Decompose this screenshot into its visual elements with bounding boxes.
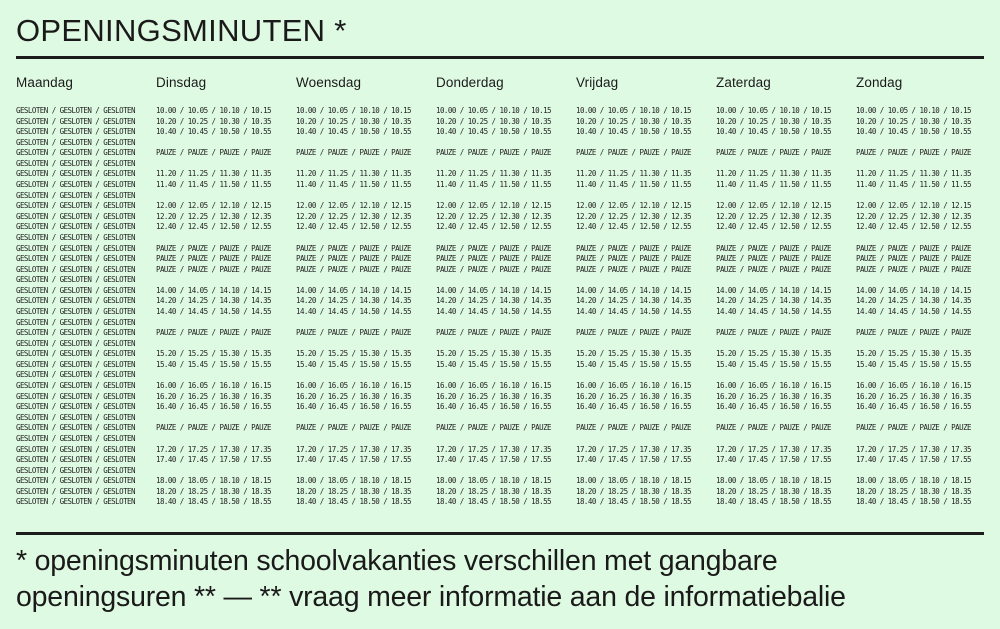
empty-row [436, 434, 576, 445]
time-row: 18.00 / 18.05 / 18.10 / 18.15 [576, 476, 691, 486]
empty-row [296, 413, 436, 424]
time-row: 15.40 / 15.45 / 15.50 / 15.55 [436, 359, 551, 369]
empty-row [296, 370, 436, 381]
time-row: 12.20 / 12.25 / 12.30 / 12.35 [156, 211, 271, 221]
empty-row [716, 466, 856, 477]
time-row: 17.20 / 17.25 / 17.30 / 17.35 [856, 444, 971, 454]
empty-row [716, 413, 856, 424]
time-row: 18.00 / 18.05 / 18.10 / 18.15 [716, 476, 831, 486]
time-row: 14.00 / 14.05 / 14.10 / 14.15 [716, 285, 831, 295]
time-row: 16.20 / 16.25 / 16.30 / 16.35 [296, 391, 411, 401]
empty-row [436, 413, 576, 424]
day-header-vrijdag: Vrijdag [576, 75, 619, 90]
closed-row: GESLOTEN / GESLOTEN / GESLOTEN [16, 254, 135, 264]
empty-row [436, 275, 576, 286]
time-row: 11.20 / 11.25 / 11.30 / 11.35 [856, 169, 971, 179]
time-row: 15.20 / 15.25 / 15.30 / 15.35 [716, 349, 831, 359]
time-row: 16.40 / 16.45 / 16.50 / 16.55 [716, 402, 831, 412]
footnote-line-1: * openingsminuten schoolvakanties verschillen met gangbare [16, 544, 778, 577]
pause-row: PAUZE / PAUZE / PAUZE / PAUZE [296, 243, 411, 253]
empty-row [576, 434, 716, 445]
time-row: 11.20 / 11.25 / 11.30 / 11.35 [156, 169, 271, 179]
time-row: 14.00 / 14.05 / 14.10 / 14.15 [576, 285, 691, 295]
empty-row [576, 233, 716, 244]
time-row: 10.40 / 10.45 / 10.50 / 10.55 [436, 127, 551, 137]
pause-row: PAUZE / PAUZE / PAUZE / PAUZE [716, 264, 831, 274]
time-row: 15.20 / 15.25 / 15.30 / 15.35 [156, 349, 271, 359]
time-row: 10.00 / 10.05 / 10.10 / 10.15 [716, 106, 831, 115]
empty-row [856, 318, 996, 329]
time-row: 18.40 / 18.45 / 18.50 / 18.55 [856, 497, 971, 507]
time-row: 10.00 / 10.05 / 10.10 / 10.15 [156, 106, 271, 115]
empty-row [576, 318, 716, 329]
time-row: 11.40 / 11.45 / 11.50 / 11.55 [296, 180, 411, 190]
time-row: 10.20 / 10.25 / 10.30 / 10.35 [296, 116, 411, 126]
time-row: 18.20 / 18.25 / 18.30 / 18.35 [716, 486, 831, 496]
closed-row: GESLOTEN / GESLOTEN / GESLOTEN [16, 106, 135, 115]
empty-row [576, 138, 716, 149]
time-row: 12.00 / 12.05 / 12.10 / 12.15 [156, 201, 271, 211]
pause-row: PAUZE / PAUZE / PAUZE / PAUZE [156, 243, 271, 253]
closed-row: GESLOTEN / GESLOTEN / GESLOTEN [16, 497, 135, 507]
time-row: 17.20 / 17.25 / 17.30 / 17.35 [716, 444, 831, 454]
time-row: 14.20 / 14.25 / 14.30 / 14.35 [296, 296, 411, 306]
time-row: 14.40 / 14.45 / 14.50 / 14.55 [156, 306, 271, 316]
time-row: 18.20 / 18.25 / 18.30 / 18.35 [156, 486, 271, 496]
time-row: 11.20 / 11.25 / 11.30 / 11.35 [576, 169, 691, 179]
pause-row: PAUZE / PAUZE / PAUZE / PAUZE [576, 243, 691, 253]
empty-row [296, 138, 436, 149]
closed-row: GESLOTEN / GESLOTEN / GESLOTEN [16, 444, 135, 454]
closed-row: GESLOTEN / GESLOTEN / GESLOTEN [16, 370, 135, 380]
time-row: 18.20 / 18.25 / 18.30 / 18.35 [576, 486, 691, 496]
time-row: 10.40 / 10.45 / 10.50 / 10.55 [856, 127, 971, 137]
pause-row: PAUZE / PAUZE / PAUZE / PAUZE [156, 254, 271, 264]
time-row: 11.40 / 11.45 / 11.50 / 11.55 [156, 180, 271, 190]
time-row: 12.40 / 12.45 / 12.50 / 12.55 [296, 222, 411, 232]
empty-row [436, 318, 576, 329]
closed-row: GESLOTEN / GESLOTEN / GESLOTEN [16, 201, 135, 211]
time-row: 16.20 / 16.25 / 16.30 / 16.35 [716, 391, 831, 401]
empty-row [716, 138, 856, 149]
pause-row: PAUZE / PAUZE / PAUZE / PAUZE [716, 254, 831, 264]
day-header-woensdag: Woensdag [296, 75, 362, 90]
time-row: 18.40 / 18.45 / 18.50 / 18.55 [436, 497, 551, 507]
time-row: 17.40 / 17.45 / 17.50 / 17.55 [716, 455, 831, 465]
empty-row [576, 159, 716, 170]
pause-row: PAUZE / PAUZE / PAUZE / PAUZE [576, 328, 691, 338]
time-row: 14.20 / 14.25 / 14.30 / 14.35 [716, 296, 831, 306]
time-row: 12.00 / 12.05 / 12.10 / 12.15 [436, 201, 551, 211]
time-row: 15.20 / 15.25 / 15.30 / 15.35 [436, 349, 551, 359]
empty-row [436, 138, 576, 149]
pause-row: PAUZE / PAUZE / PAUZE / PAUZE [856, 243, 971, 253]
closed-row: GESLOTEN / GESLOTEN / GESLOTEN [16, 296, 135, 306]
day-header-donderdag: Donderdag [436, 75, 504, 90]
closed-row: GESLOTEN / GESLOTEN / GESLOTEN [16, 116, 135, 126]
time-row: 12.00 / 12.05 / 12.10 / 12.15 [576, 201, 691, 211]
time-row: 16.40 / 16.45 / 16.50 / 16.55 [436, 402, 551, 412]
time-row: 18.20 / 18.25 / 18.30 / 18.35 [436, 486, 551, 496]
empty-row [576, 275, 716, 286]
empty-row [856, 275, 996, 286]
closed-row: GESLOTEN / GESLOTEN / GESLOTEN [16, 190, 135, 200]
time-row: 18.00 / 18.05 / 18.10 / 18.15 [436, 476, 551, 486]
empty-row [716, 191, 856, 202]
empty-row [856, 159, 996, 170]
empty-row [856, 434, 996, 445]
empty-row [296, 159, 436, 170]
time-row: 15.40 / 15.45 / 15.50 / 15.55 [156, 359, 271, 369]
time-row: 12.20 / 12.25 / 12.30 / 12.35 [716, 211, 831, 221]
empty-row [436, 233, 576, 244]
time-row: 12.40 / 12.45 / 12.50 / 12.55 [156, 222, 271, 232]
time-row: 10.40 / 10.45 / 10.50 / 10.55 [156, 127, 271, 137]
time-row: 11.20 / 11.25 / 11.30 / 11.35 [296, 169, 411, 179]
empty-row [576, 339, 716, 350]
time-row: 10.20 / 10.25 / 10.30 / 10.35 [156, 116, 271, 126]
empty-row [436, 370, 576, 381]
closed-row: GESLOTEN / GESLOTEN / GESLOTEN [16, 391, 135, 401]
pause-row: PAUZE / PAUZE / PAUZE / PAUZE [716, 423, 831, 433]
pause-row: PAUZE / PAUZE / PAUZE / PAUZE [716, 148, 831, 158]
time-row: 14.00 / 14.05 / 14.10 / 14.15 [296, 285, 411, 295]
time-row: 14.00 / 14.05 / 14.10 / 14.15 [156, 285, 271, 295]
time-row: 16.00 / 16.05 / 16.10 / 16.15 [436, 381, 551, 391]
time-row: 15.40 / 15.45 / 15.50 / 15.55 [716, 359, 831, 369]
time-row: 15.20 / 15.25 / 15.30 / 15.35 [856, 349, 971, 359]
pause-row: PAUZE / PAUZE / PAUZE / PAUZE [436, 328, 551, 338]
pause-row: PAUZE / PAUZE / PAUZE / PAUZE [576, 264, 691, 274]
time-row: 11.40 / 11.45 / 11.50 / 11.55 [436, 180, 551, 190]
time-row: 12.40 / 12.45 / 12.50 / 12.55 [716, 222, 831, 232]
closed-row: GESLOTEN / GESLOTEN / GESLOTEN [16, 486, 135, 496]
time-row: 10.40 / 10.45 / 10.50 / 10.55 [296, 127, 411, 137]
time-row: 10.00 / 10.05 / 10.10 / 10.15 [296, 106, 411, 115]
empty-row [856, 138, 996, 149]
pause-row: PAUZE / PAUZE / PAUZE / PAUZE [296, 423, 411, 433]
time-row: 14.40 / 14.45 / 14.50 / 14.55 [296, 306, 411, 316]
day-column-dinsdag [156, 106, 296, 508]
pause-row: PAUZE / PAUZE / PAUZE / PAUZE [296, 328, 411, 338]
closed-row: GESLOTEN / GESLOTEN / GESLOTEN [16, 317, 135, 327]
closed-row: GESLOTEN / GESLOTEN / GESLOTEN [16, 465, 135, 475]
pause-row: PAUZE / PAUZE / PAUZE / PAUZE [436, 254, 551, 264]
time-row: 16.20 / 16.25 / 16.30 / 16.35 [156, 391, 271, 401]
time-row: 14.40 / 14.45 / 14.50 / 14.55 [716, 306, 831, 316]
time-row: 14.00 / 14.05 / 14.10 / 14.15 [436, 285, 551, 295]
time-row: 10.20 / 10.25 / 10.30 / 10.35 [716, 116, 831, 126]
closed-row: GESLOTEN / GESLOTEN / GESLOTEN [16, 169, 135, 179]
day-column-maandag [16, 106, 156, 508]
pause-row: PAUZE / PAUZE / PAUZE / PAUZE [156, 328, 271, 338]
closed-row: GESLOTEN / GESLOTEN / GESLOTEN [16, 222, 135, 232]
time-row: 15.40 / 15.45 / 15.50 / 15.55 [856, 359, 971, 369]
empty-row [296, 339, 436, 350]
time-row: 16.20 / 16.25 / 16.30 / 16.35 [856, 391, 971, 401]
time-row: 16.40 / 16.45 / 16.50 / 16.55 [856, 402, 971, 412]
closed-row: GESLOTEN / GESLOTEN / GESLOTEN [16, 264, 135, 274]
pause-row: PAUZE / PAUZE / PAUZE / PAUZE [436, 243, 551, 253]
day-column-zaterdag [716, 106, 856, 508]
time-row: 12.40 / 12.45 / 12.50 / 12.55 [856, 222, 971, 232]
closed-row: GESLOTEN / GESLOTEN / GESLOTEN [16, 349, 135, 359]
time-row: 10.00 / 10.05 / 10.10 / 10.15 [576, 106, 691, 115]
time-row: 18.20 / 18.25 / 18.30 / 18.35 [856, 486, 971, 496]
empty-row [716, 159, 856, 170]
pause-row: PAUZE / PAUZE / PAUZE / PAUZE [856, 423, 971, 433]
time-row: 17.20 / 17.25 / 17.30 / 17.35 [156, 444, 271, 454]
time-row: 12.00 / 12.05 / 12.10 / 12.15 [296, 201, 411, 211]
empty-row [156, 275, 296, 286]
day-column-donderdag [436, 106, 576, 508]
time-row: 17.40 / 17.45 / 17.50 / 17.55 [856, 455, 971, 465]
empty-row [436, 466, 576, 477]
pause-row: PAUZE / PAUZE / PAUZE / PAUZE [576, 254, 691, 264]
empty-row [856, 339, 996, 350]
pause-row: PAUZE / PAUZE / PAUZE / PAUZE [436, 423, 551, 433]
page-title: OPENINGSMINUTEN * [16, 13, 347, 48]
time-row: 15.40 / 15.45 / 15.50 / 15.55 [296, 359, 411, 369]
empty-row [296, 318, 436, 329]
time-row: 16.00 / 16.05 / 16.10 / 16.15 [576, 381, 691, 391]
time-row: 18.00 / 18.05 / 18.10 / 18.15 [856, 476, 971, 486]
day-header-zondag: Zondag [856, 75, 903, 90]
time-row: 10.20 / 10.25 / 10.30 / 10.35 [436, 116, 551, 126]
empty-row [156, 233, 296, 244]
empty-row [296, 434, 436, 445]
closed-row: GESLOTEN / GESLOTEN / GESLOTEN [16, 127, 135, 137]
time-row: 12.20 / 12.25 / 12.30 / 12.35 [856, 211, 971, 221]
schedule-grid [16, 106, 984, 508]
time-row: 18.40 / 18.45 / 18.50 / 18.55 [716, 497, 831, 507]
footer-rule [16, 532, 984, 535]
pause-row: PAUZE / PAUZE / PAUZE / PAUZE [156, 148, 271, 158]
empty-row [436, 191, 576, 202]
time-row: 14.20 / 14.25 / 14.30 / 14.35 [156, 296, 271, 306]
time-row: 14.20 / 14.25 / 14.30 / 14.35 [856, 296, 971, 306]
time-row: 15.20 / 15.25 / 15.30 / 15.35 [576, 349, 691, 359]
time-row: 18.40 / 18.45 / 18.50 / 18.55 [296, 497, 411, 507]
time-row: 11.20 / 11.25 / 11.30 / 11.35 [716, 169, 831, 179]
empty-row [576, 413, 716, 424]
closed-row: GESLOTEN / GESLOTEN / GESLOTEN [16, 423, 135, 433]
time-row: 14.00 / 14.05 / 14.10 / 14.15 [856, 285, 971, 295]
closed-row: GESLOTEN / GESLOTEN / GESLOTEN [16, 137, 135, 147]
empty-row [576, 370, 716, 381]
closed-row: GESLOTEN / GESLOTEN / GESLOTEN [16, 232, 135, 242]
time-row: 15.20 / 15.25 / 15.30 / 15.35 [296, 349, 411, 359]
time-row: 15.40 / 15.45 / 15.50 / 15.55 [576, 359, 691, 369]
pause-row: PAUZE / PAUZE / PAUZE / PAUZE [856, 148, 971, 158]
pause-row: PAUZE / PAUZE / PAUZE / PAUZE [156, 423, 271, 433]
pause-row: PAUZE / PAUZE / PAUZE / PAUZE [576, 423, 691, 433]
time-row: 16.00 / 16.05 / 16.10 / 16.15 [296, 381, 411, 391]
time-row: 17.20 / 17.25 / 17.30 / 17.35 [576, 444, 691, 454]
day-column-woensdag [296, 106, 436, 508]
time-row: 16.40 / 16.45 / 16.50 / 16.55 [576, 402, 691, 412]
time-row: 17.40 / 17.45 / 17.50 / 17.55 [576, 455, 691, 465]
pause-row: PAUZE / PAUZE / PAUZE / PAUZE [156, 264, 271, 274]
pause-row: PAUZE / PAUZE / PAUZE / PAUZE [716, 243, 831, 253]
closed-row: GESLOTEN / GESLOTEN / GESLOTEN [16, 211, 135, 221]
empty-row [436, 339, 576, 350]
pause-row: PAUZE / PAUZE / PAUZE / PAUZE [856, 264, 971, 274]
time-row: 12.20 / 12.25 / 12.30 / 12.35 [436, 211, 551, 221]
time-row: 18.20 / 18.25 / 18.30 / 18.35 [296, 486, 411, 496]
empty-row [716, 434, 856, 445]
empty-row [156, 318, 296, 329]
time-row: 11.40 / 11.45 / 11.50 / 11.55 [576, 180, 691, 190]
time-row: 17.40 / 17.45 / 17.50 / 17.55 [156, 455, 271, 465]
empty-row [156, 339, 296, 350]
pause-row: PAUZE / PAUZE / PAUZE / PAUZE [856, 328, 971, 338]
empty-row [576, 466, 716, 477]
empty-row [156, 138, 296, 149]
empty-row [156, 159, 296, 170]
pause-row: PAUZE / PAUZE / PAUZE / PAUZE [436, 264, 551, 274]
empty-row [856, 466, 996, 477]
time-row: 18.00 / 18.05 / 18.10 / 18.15 [296, 476, 411, 486]
time-row: 17.40 / 17.45 / 17.50 / 17.55 [296, 455, 411, 465]
closed-row: GESLOTEN / GESLOTEN / GESLOTEN [16, 455, 135, 465]
empty-row [156, 370, 296, 381]
closed-row: GESLOTEN / GESLOTEN / GESLOTEN [16, 306, 135, 316]
empty-row [156, 466, 296, 477]
time-row: 12.00 / 12.05 / 12.10 / 12.15 [716, 201, 831, 211]
empty-row [156, 434, 296, 445]
time-row: 11.40 / 11.45 / 11.50 / 11.55 [856, 180, 971, 190]
closed-row: GESLOTEN / GESLOTEN / GESLOTEN [16, 158, 135, 168]
time-row: 18.00 / 18.05 / 18.10 / 18.15 [156, 476, 271, 486]
time-row: 12.40 / 12.45 / 12.50 / 12.55 [436, 222, 551, 232]
empty-row [716, 370, 856, 381]
pause-row: PAUZE / PAUZE / PAUZE / PAUZE [856, 254, 971, 264]
time-row: 14.20 / 14.25 / 14.30 / 14.35 [436, 296, 551, 306]
time-row: 14.40 / 14.45 / 14.50 / 14.55 [436, 306, 551, 316]
time-row: 12.00 / 12.05 / 12.10 / 12.15 [856, 201, 971, 211]
time-row: 16.00 / 16.05 / 16.10 / 16.15 [156, 381, 271, 391]
footnote [16, 543, 984, 615]
title-rule [16, 56, 984, 59]
empty-row [296, 233, 436, 244]
empty-row [716, 233, 856, 244]
empty-row [716, 275, 856, 286]
empty-row [296, 275, 436, 286]
time-row: 17.40 / 17.45 / 17.50 / 17.55 [436, 455, 551, 465]
time-row: 11.20 / 11.25 / 11.30 / 11.35 [436, 169, 551, 179]
time-row: 18.40 / 18.45 / 18.50 / 18.55 [576, 497, 691, 507]
closed-row: GESLOTEN / GESLOTEN / GESLOTEN [16, 148, 135, 158]
closed-row: GESLOTEN / GESLOTEN / GESLOTEN [16, 476, 135, 486]
closed-row: GESLOTEN / GESLOTEN / GESLOTEN [16, 359, 135, 369]
time-row: 12.20 / 12.25 / 12.30 / 12.35 [296, 211, 411, 221]
time-row: 11.40 / 11.45 / 11.50 / 11.55 [716, 180, 831, 190]
day-column-zondag [856, 106, 996, 508]
pause-row: PAUZE / PAUZE / PAUZE / PAUZE [436, 148, 551, 158]
day-headers [16, 75, 984, 91]
day-header-maandag: Maandag [16, 75, 73, 90]
time-row: 16.00 / 16.05 / 16.10 / 16.15 [716, 381, 831, 391]
pause-row: PAUZE / PAUZE / PAUZE / PAUZE [296, 264, 411, 274]
time-row: 16.20 / 16.25 / 16.30 / 16.35 [576, 391, 691, 401]
empty-row [296, 466, 436, 477]
closed-row: GESLOTEN / GESLOTEN / GESLOTEN [16, 328, 135, 338]
time-row: 10.20 / 10.25 / 10.30 / 10.35 [856, 116, 971, 126]
closed-row: GESLOTEN / GESLOTEN / GESLOTEN [16, 243, 135, 253]
time-row: 14.40 / 14.45 / 14.50 / 14.55 [576, 306, 691, 316]
time-row: 17.20 / 17.25 / 17.30 / 17.35 [436, 444, 551, 454]
closed-row: GESLOTEN / GESLOTEN / GESLOTEN [16, 285, 135, 295]
time-row: 10.40 / 10.45 / 10.50 / 10.55 [576, 127, 691, 137]
time-row: 16.40 / 16.45 / 16.50 / 16.55 [296, 402, 411, 412]
time-row: 14.40 / 14.45 / 14.50 / 14.55 [856, 306, 971, 316]
closed-row: GESLOTEN / GESLOTEN / GESLOTEN [16, 412, 135, 422]
closed-row: GESLOTEN / GESLOTEN / GESLOTEN [16, 433, 135, 443]
time-row: 10.00 / 10.05 / 10.10 / 10.15 [436, 106, 551, 115]
time-row: 16.40 / 16.45 / 16.50 / 16.55 [156, 402, 271, 412]
time-row: 12.20 / 12.25 / 12.30 / 12.35 [576, 211, 691, 221]
time-row: 10.40 / 10.45 / 10.50 / 10.55 [716, 127, 831, 137]
day-column-vrijdag [576, 106, 716, 508]
time-row: 16.20 / 16.25 / 16.30 / 16.35 [436, 391, 551, 401]
closed-row: GESLOTEN / GESLOTEN / GESLOTEN [16, 275, 135, 285]
time-row: 10.00 / 10.05 / 10.10 / 10.15 [856, 106, 971, 115]
footnote-line-2: openingsuren ** — ** vraag meer informatie aan de informatiebalie [16, 580, 846, 613]
time-row: 10.20 / 10.25 / 10.30 / 10.35 [576, 116, 691, 126]
closed-row: GESLOTEN / GESLOTEN / GESLOTEN [16, 381, 135, 391]
empty-row [856, 413, 996, 424]
closed-row: GESLOTEN / GESLOTEN / GESLOTEN [16, 402, 135, 412]
pause-row: PAUZE / PAUZE / PAUZE / PAUZE [716, 328, 831, 338]
empty-row [156, 191, 296, 202]
day-header-zaterdag: Zaterdag [716, 75, 771, 90]
pause-row: PAUZE / PAUZE / PAUZE / PAUZE [296, 254, 411, 264]
empty-row [856, 370, 996, 381]
time-row: 17.20 / 17.25 / 17.30 / 17.35 [296, 444, 411, 454]
time-row: 14.20 / 14.25 / 14.30 / 14.35 [576, 296, 691, 306]
closed-row: GESLOTEN / GESLOTEN / GESLOTEN [16, 338, 135, 348]
empty-row [576, 191, 716, 202]
empty-row [156, 413, 296, 424]
empty-row [856, 191, 996, 202]
empty-row [716, 318, 856, 329]
time-row: 18.40 / 18.45 / 18.50 / 18.55 [156, 497, 271, 507]
time-row: 12.40 / 12.45 / 12.50 / 12.55 [576, 222, 691, 232]
pause-row: PAUZE / PAUZE / PAUZE / PAUZE [576, 148, 691, 158]
empty-row [436, 159, 576, 170]
empty-row [856, 233, 996, 244]
pause-row: PAUZE / PAUZE / PAUZE / PAUZE [296, 148, 411, 158]
closed-row: GESLOTEN / GESLOTEN / GESLOTEN [16, 180, 135, 190]
day-header-dinsdag: Dinsdag [156, 75, 207, 90]
time-row: 16.00 / 16.05 / 16.10 / 16.15 [856, 381, 971, 391]
empty-row [296, 191, 436, 202]
empty-row [716, 339, 856, 350]
